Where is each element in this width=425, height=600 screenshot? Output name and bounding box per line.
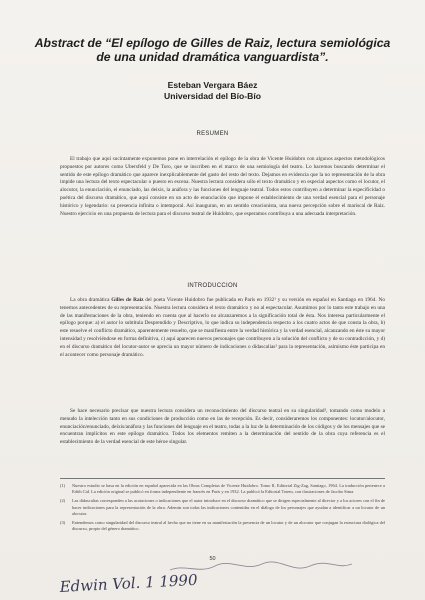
footnote-number: (2) (60, 498, 66, 504)
footnote-number: (1) (60, 483, 66, 488)
footnote-text: Las didascalias corresponden a las acotaciones o indicaciones que el autor introduce en el discurso dramático que se dirigen especialmente al director y a los actores con el fin de hacer indicaciones para la representación de la obra. Además son todas las indicaciones contenidas en el diálogo de los personajes que ayudan a identificar a un locutor de un alocutor. (72, 498, 385, 516)
introduccion-paragraph-2: Se hace necesario precisar que nuestra lectura considera un reconocimiento del discurso teatral en su singularidad³, tomando como modelo a menudo la intelección tanto en sus condiciones de producción como en las de recepción. Es decir, consideraremos los componentes: locutor/alocutor, enunciación/enunciado, deixis/anáfora y las funciones del lenguaje en el teatro, todas a la luz de la determinación de los códigos y de los mensajes que se encuentran implícitos en este epílogo dramático. Todos los elementos remiten a la determinación del sentido de la obra cuya referencia es el establecimiento de la verdad esencial de este héroe singular. (60, 408, 385, 446)
handwritten-scribble (170, 562, 352, 570)
footnote-number: (3) (60, 520, 66, 526)
introduccion-heading: INTRODUCCION (187, 283, 238, 289)
page-number: 50 (209, 556, 216, 562)
handwritten-note-text: Edwin Vol. 1 1990 (59, 570, 198, 596)
footnotes (60, 478, 385, 535)
footnote-2 (60, 498, 385, 517)
footnote-text: Nuestro estudio se basa en la edición en español aparecida en las Obras Completas de Vicente Huidobro. Tomo II, Editorial Zig-Zag, Santiago, 1964. La traducción pertenece a Edith Cid. La edición original se publicó en forma independiente en francés en París y en 1932. La publicó la Editorial Totem, con ilustraciones de Jacobo Sima. (72, 483, 385, 495)
footnote-1 (60, 483, 385, 495)
introduccion-paragraph-1 (60, 297, 385, 359)
resumen-paragraph: El trabajo que aquí sucintamente exponemos pone en interrelación el epílogo de la obra de Vicente Huidobro con algunos aspectos metodológicos propuestos por autores como Ubersfeld y De Toro, que se inscriben en el marco de una semiología del teatro. Lo hacemos buscando determinar el sentido de este epílogo dramático que aparece inexplicablemente del gasto del resto del texto. Dejamos en evidencia que la no representación de la obra impide una lectura del texto espectacular o puesto en escena. Nuestra lectura considera sólo el texto dramático y en especial aspectos como el locutor, el alocutor, la enunciación, el enunciado, las deixis, la anáfora y las funciones del lenguaje teatral. Todos estos contribuyen a determinar la especificidad o poética del discurso dramático, que aquí consiste en un acto de enunciación que impone el establecimiento de una verdad esencial para el personaje histórico y legendario: su presencia infinita o intemporal. Así inauguran, en un sentido creacionista, una nueva percepción sobre el mariscal de Raiz. Nuestro ejercicio en una propuesta de lectura para el discurso teatral de Huidobro, que esperamos contribuya a una adecuada interpretación. (60, 156, 385, 217)
intro-p1-text-a: La obra dramática (70, 297, 112, 303)
intro-p1-text-b: del poeta Vicente Huidobro fue publicada en París en 1932¹ y su versión en español en Santiago en 1964. No tenemos antecedentes de su representación. Nuestra lectura considera el texto dramático y no al espectacular. Asumimos por lo tanto este trabajo en una de las manifestaciones de la obra, teniendo en cuenta que al hacerlo no alcanzaremos a la significación total de ésta. Nos interesa particularmente el epílogo porque: a) el autor lo subtitula Desprendido y Descriptivo, lo que indica su independencia respecto a los cuatro actos de que consta la obra, b) este resuelve el conflicto dramático, aparentemente resuelto, que se manifiesta entre la verdad histórica y la verdad esencial, alcanzando en éste su mayor intensidad y resolviéndose en forma definitiva, c) aquí aparecen nuevos personajes que contribuyen a la solución del conflicto y de su contradicción, y d) en el discurso dramático del locutor-autor se aprecia un mayor número de indicaciones o didascalias² para la representación, asimismo éste participa en el acontecer como personaje dramático. (60, 297, 385, 358)
article-title: Abstract de “El epílogo de Gilles de Raiz, lectura semiológica de una unidad dramática vanguardista”. (34, 36, 391, 64)
author-name: Esteban Vergara Báez (167, 80, 258, 90)
footnote-text: Entendemos como singularidad del discurso teatral al hecho que no tiene en su manifestación la presencia de un locutor y de un alocutor que conjugan la estructura dialógica del discurso, propio del género dramático. (72, 520, 385, 532)
handwritten-annotation (0, 528, 425, 600)
resumen-heading: RESUMEN (196, 131, 229, 137)
author-affiliation: Universidad del Bío-Bío (164, 91, 261, 101)
work-title: Gilles de Raiz (111, 297, 144, 303)
author-block (30, 80, 395, 102)
